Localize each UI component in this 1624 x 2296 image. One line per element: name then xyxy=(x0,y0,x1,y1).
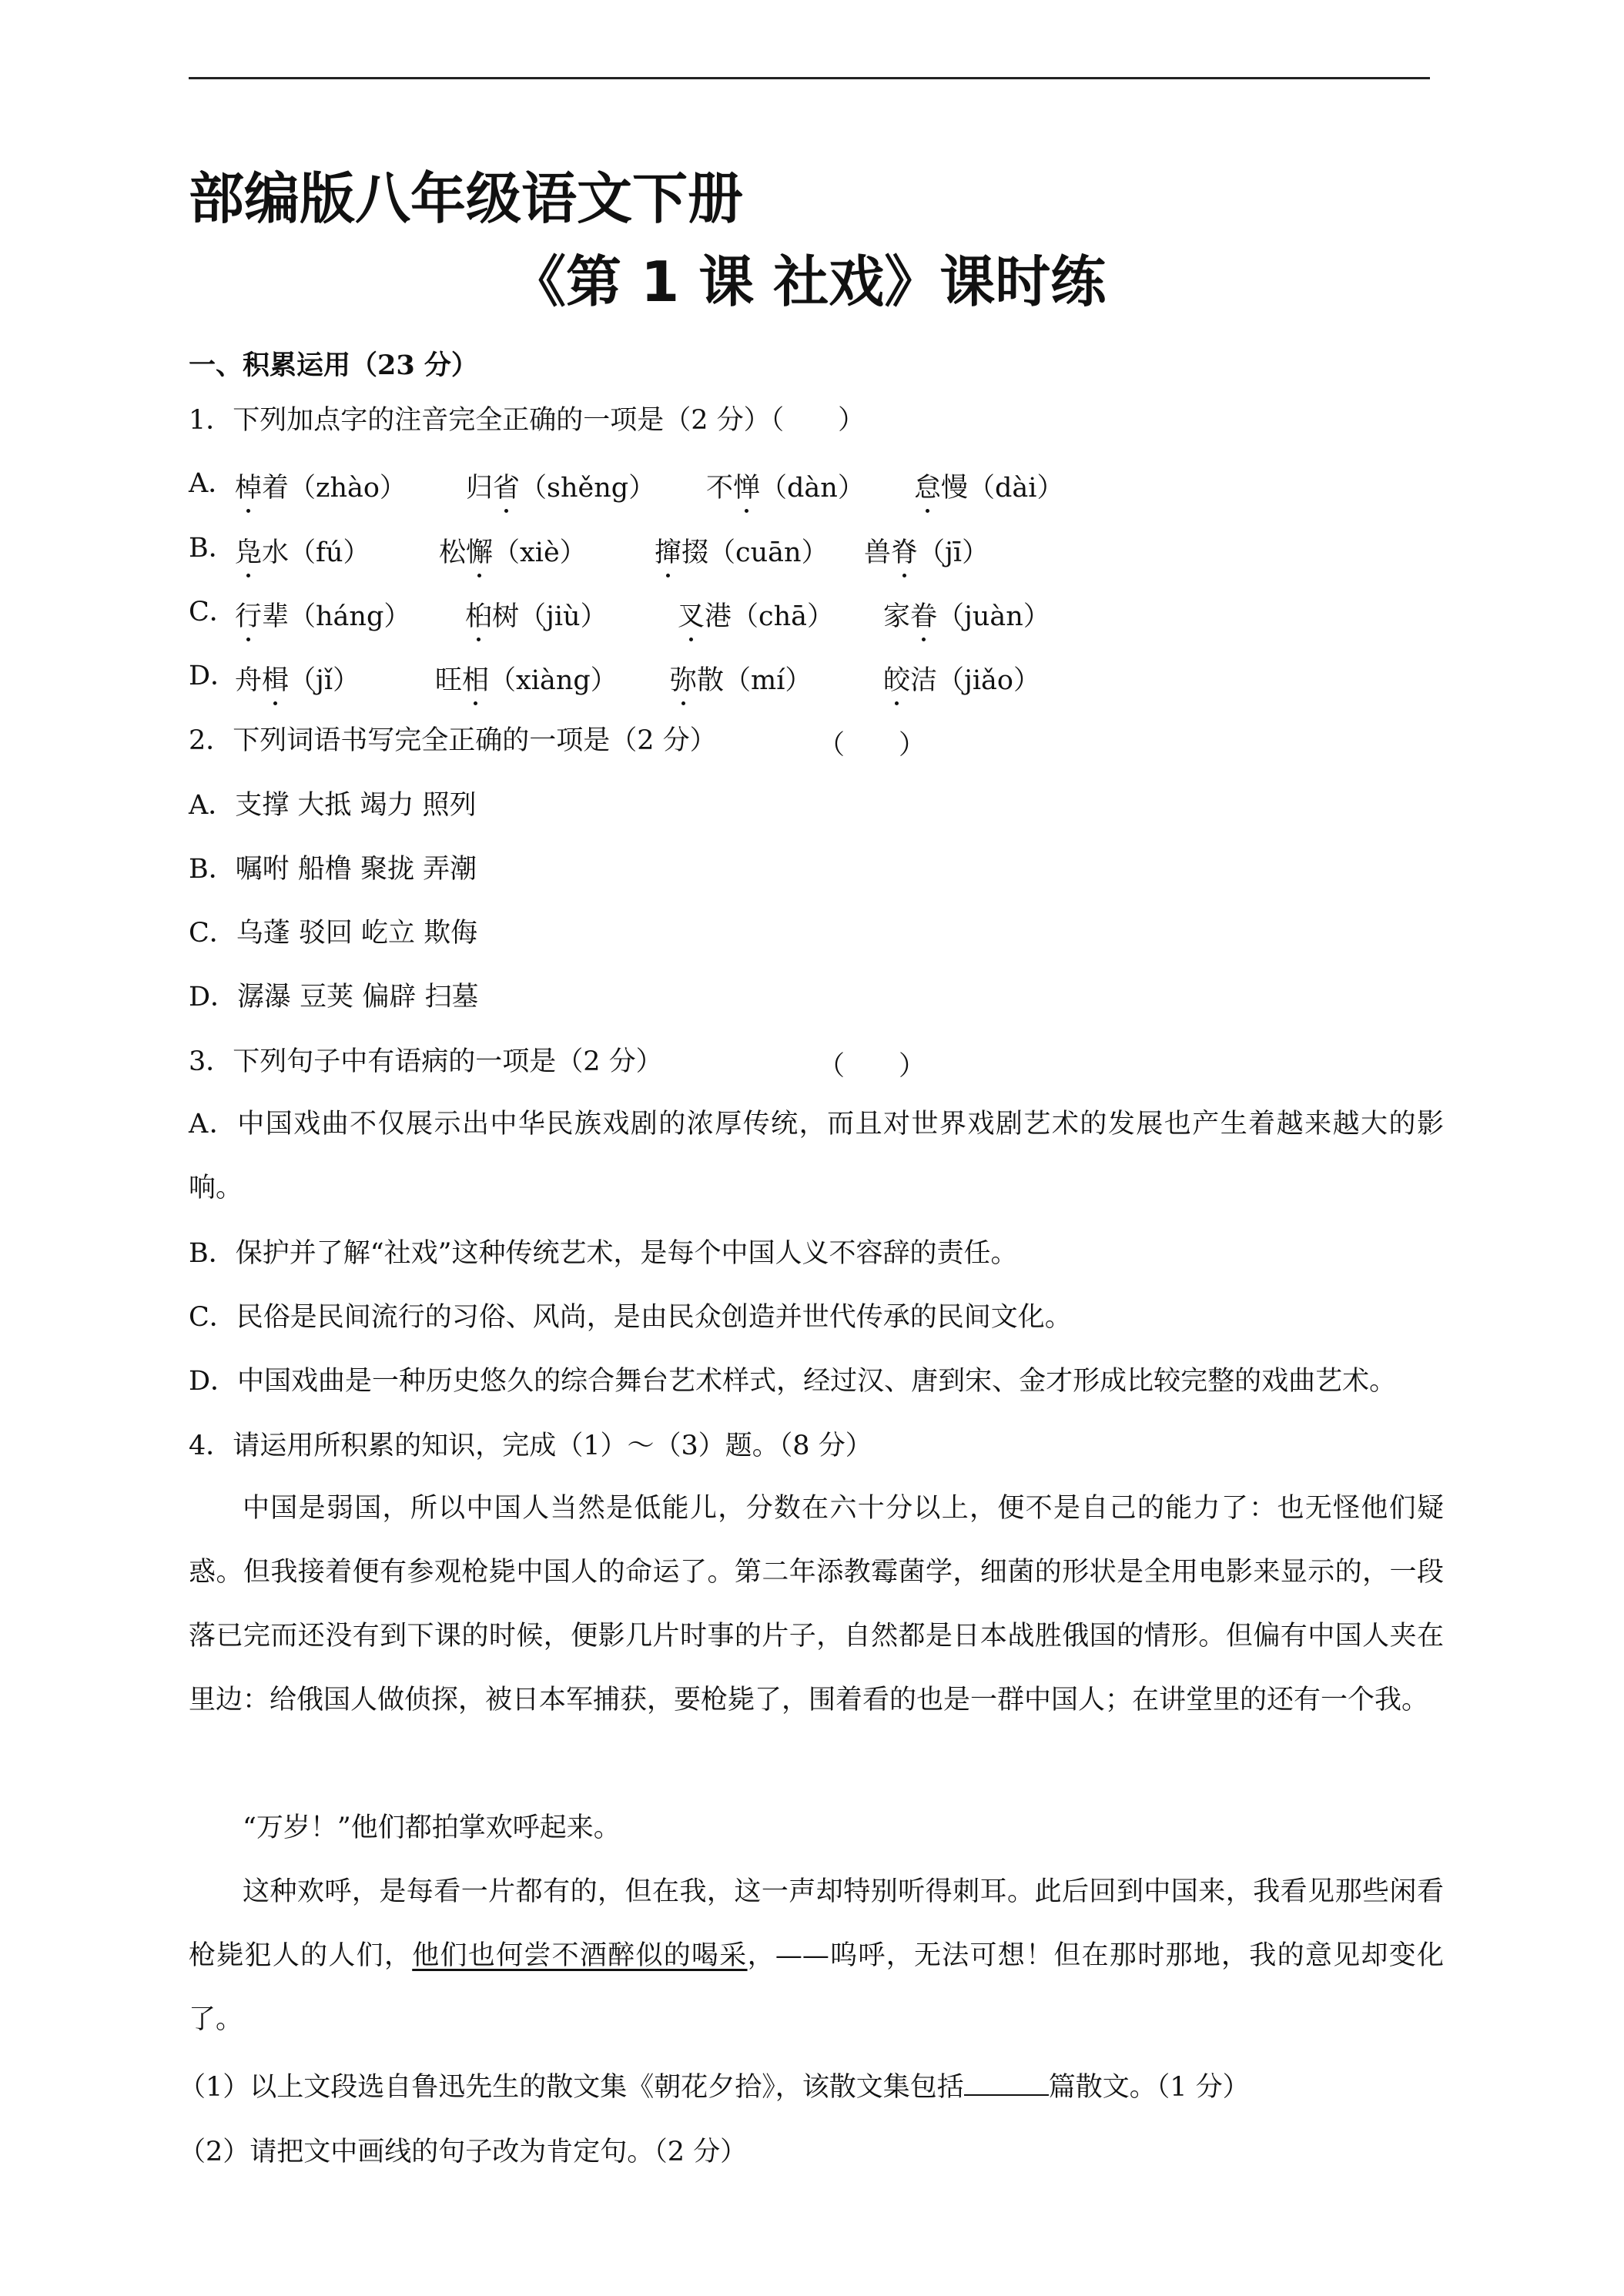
emphasis-dot: 皎 xyxy=(883,659,910,698)
q2-option-a: A．支撑 大抵 竭力 照列 xyxy=(189,790,477,821)
q1-option-c-item-2: 桕树（jiù） xyxy=(465,595,608,634)
q1-option-c-item-1: 行辈（háng） xyxy=(235,595,410,634)
emphasis-dot: 脊 xyxy=(891,531,918,570)
emphasis-dot: 懈 xyxy=(466,531,493,570)
emphasis-dot: 撺 xyxy=(655,531,681,570)
emphasis-dot: 眷 xyxy=(910,595,937,634)
emphasis-dot: 楫 xyxy=(262,659,289,698)
q1-option-a-item-2: 归省（shěng） xyxy=(466,467,655,505)
passage-paragraph-1: 中国是弱国，所以中国人当然是低能儿，分数在六十分以上，便不是自己的能力了：也无怪他们疑惑。但我接着便有参观枪毙中国人的命运了。第二年添教霉菌学，细菌的形状是全用电影来显示的，一段落已完而还没有到下课的时候，便影几片时事的片子，自然都是日本战胜俄国的情形。但偏有中国人夹在里边：给俄国人做侦探，被日本军捕获，要枪毙了，围着看的也是一群中国人；在讲堂里的还有一个我。 xyxy=(189,1493,1444,1715)
q1-option-d-item-3: 弥散（mí） xyxy=(670,659,812,698)
emphasis-dot: 叉 xyxy=(678,595,705,634)
question-4-stem: 4．请运用所积累的知识，完成（1）～（3）题。（8 分） xyxy=(189,1431,872,1461)
question-2-answer-paren: （ ） xyxy=(818,730,926,761)
q1-option-d-item-1: 舟楫（jǐ） xyxy=(235,659,360,698)
question-3-stem: 3．下列句子中有语病的一项是（2 分） xyxy=(189,1046,663,1077)
q1-option-c-label: C． xyxy=(189,597,236,628)
q1-option-c-item-3: 叉港（chā） xyxy=(678,595,834,634)
q1-option-b-item-3: 撺掇（cuān） xyxy=(655,531,829,570)
question-3-answer-paren: （ ） xyxy=(818,1051,926,1082)
emphasis-dot: 桕 xyxy=(465,595,492,634)
q2-option-d: D．潺瀑 豆荚 偏辟 扫墓 xyxy=(189,982,479,1012)
q3-option-c: C．民俗是民间流行的习俗、风尚，是由民众创造并世代传承的民间文化。 xyxy=(189,1302,1072,1333)
sub-question-2: （2）请把文中画线的句子改为肯定句。（2 分） xyxy=(179,2137,748,2167)
q1-option-b-item-4: 兽脊（jī） xyxy=(864,531,989,570)
emphasis-dot: 惮 xyxy=(733,467,760,505)
sub-question-1: （1）以上文段选自鲁迅先生的散文集《朝花夕拾》，该散文集包括 篇散文。（1 分） xyxy=(179,2072,1250,2103)
q3-option-a: A．中国戏曲不仅展示出中华民族戏剧的浓厚传统，而且对世界戏剧艺术的发展也产生着越来越大的影响。 xyxy=(189,1109,1444,1203)
emphasis-dot: 棹 xyxy=(235,467,262,505)
q1-option-d-label: D． xyxy=(189,661,238,691)
passage-paragraph-2: “万岁！”他们都拍掌欢呼起来。 xyxy=(243,1812,621,1843)
q1-option-b-item-2: 松懈（xiè） xyxy=(439,531,587,570)
q1-option-b-item-1: 凫水（fú） xyxy=(235,531,370,570)
emphasis-dot: 凫 xyxy=(235,531,262,570)
header-rule xyxy=(189,77,1430,79)
q3-option-d: D．中国戏曲是一种历史悠久的综合舞台艺术样式，经过汉、唐到宋、金才形成比较完整的戏曲艺术。 xyxy=(189,1366,1397,1397)
q1-option-a-item-4: 怠慢（dài） xyxy=(914,467,1063,505)
emphasis-dot: 行 xyxy=(235,595,262,634)
question-1-stem: 1．下列加点字的注音完全正确的一项是（2 分）（ ） xyxy=(189,405,866,436)
emphasis-dot: 省 xyxy=(493,467,520,505)
q1-option-c-item-4: 家眷（juàn） xyxy=(883,595,1050,634)
question-2-stem: 2．下列词语书写完全正确的一项是（2 分） xyxy=(189,725,717,756)
emphasis-dot: 相 xyxy=(462,659,489,698)
passage-paragraph-3: 这种欢呼，是每看一片都有的，但在我，这一声却特别听得刺耳。此后回到中国来，我看见那些闲看枪毙犯人的人们，他们也何尝不酒醉似的喝采，——呜呼，无法可想！但在那时那地，我的意见却变化了。 xyxy=(189,1876,1444,2035)
emphasis-dot: 怠 xyxy=(914,467,941,505)
q1-option-d-item-4: 皎洁（jiǎo） xyxy=(883,659,1040,698)
q2-option-b: B．嘱咐 船橹 聚拢 弄潮 xyxy=(189,854,477,885)
emphasis-dot: 弥 xyxy=(670,659,697,698)
q1-option-a-item-3: 不惮（dàn） xyxy=(706,467,865,505)
q1-option-b-label: B． xyxy=(189,533,236,564)
section-heading: 一、积累运用（23 分） xyxy=(189,350,478,381)
underlined-sentence: 他们也何尝不酒醉似的喝采 xyxy=(412,1940,748,1971)
q1-option-a-item-1: 棹着（zhào） xyxy=(235,467,407,505)
q3-option-b: B．保护并了解“社戏”这种传统艺术，是每个中国人义不容辞的责任。 xyxy=(189,1238,1018,1269)
doc-title: 部编版八年级语文下册 xyxy=(189,166,744,231)
q2-option-c: C．乌蓬 驳回 屹立 欺侮 xyxy=(189,918,478,949)
answer-blank[interactable] xyxy=(964,2071,1049,2096)
q1-option-d-item-2: 旺相（xiàng） xyxy=(435,659,618,698)
doc-subtitle: 《第 1 课 社戏》课时练 xyxy=(511,249,1107,314)
q1-option-a-label: A． xyxy=(189,468,236,499)
